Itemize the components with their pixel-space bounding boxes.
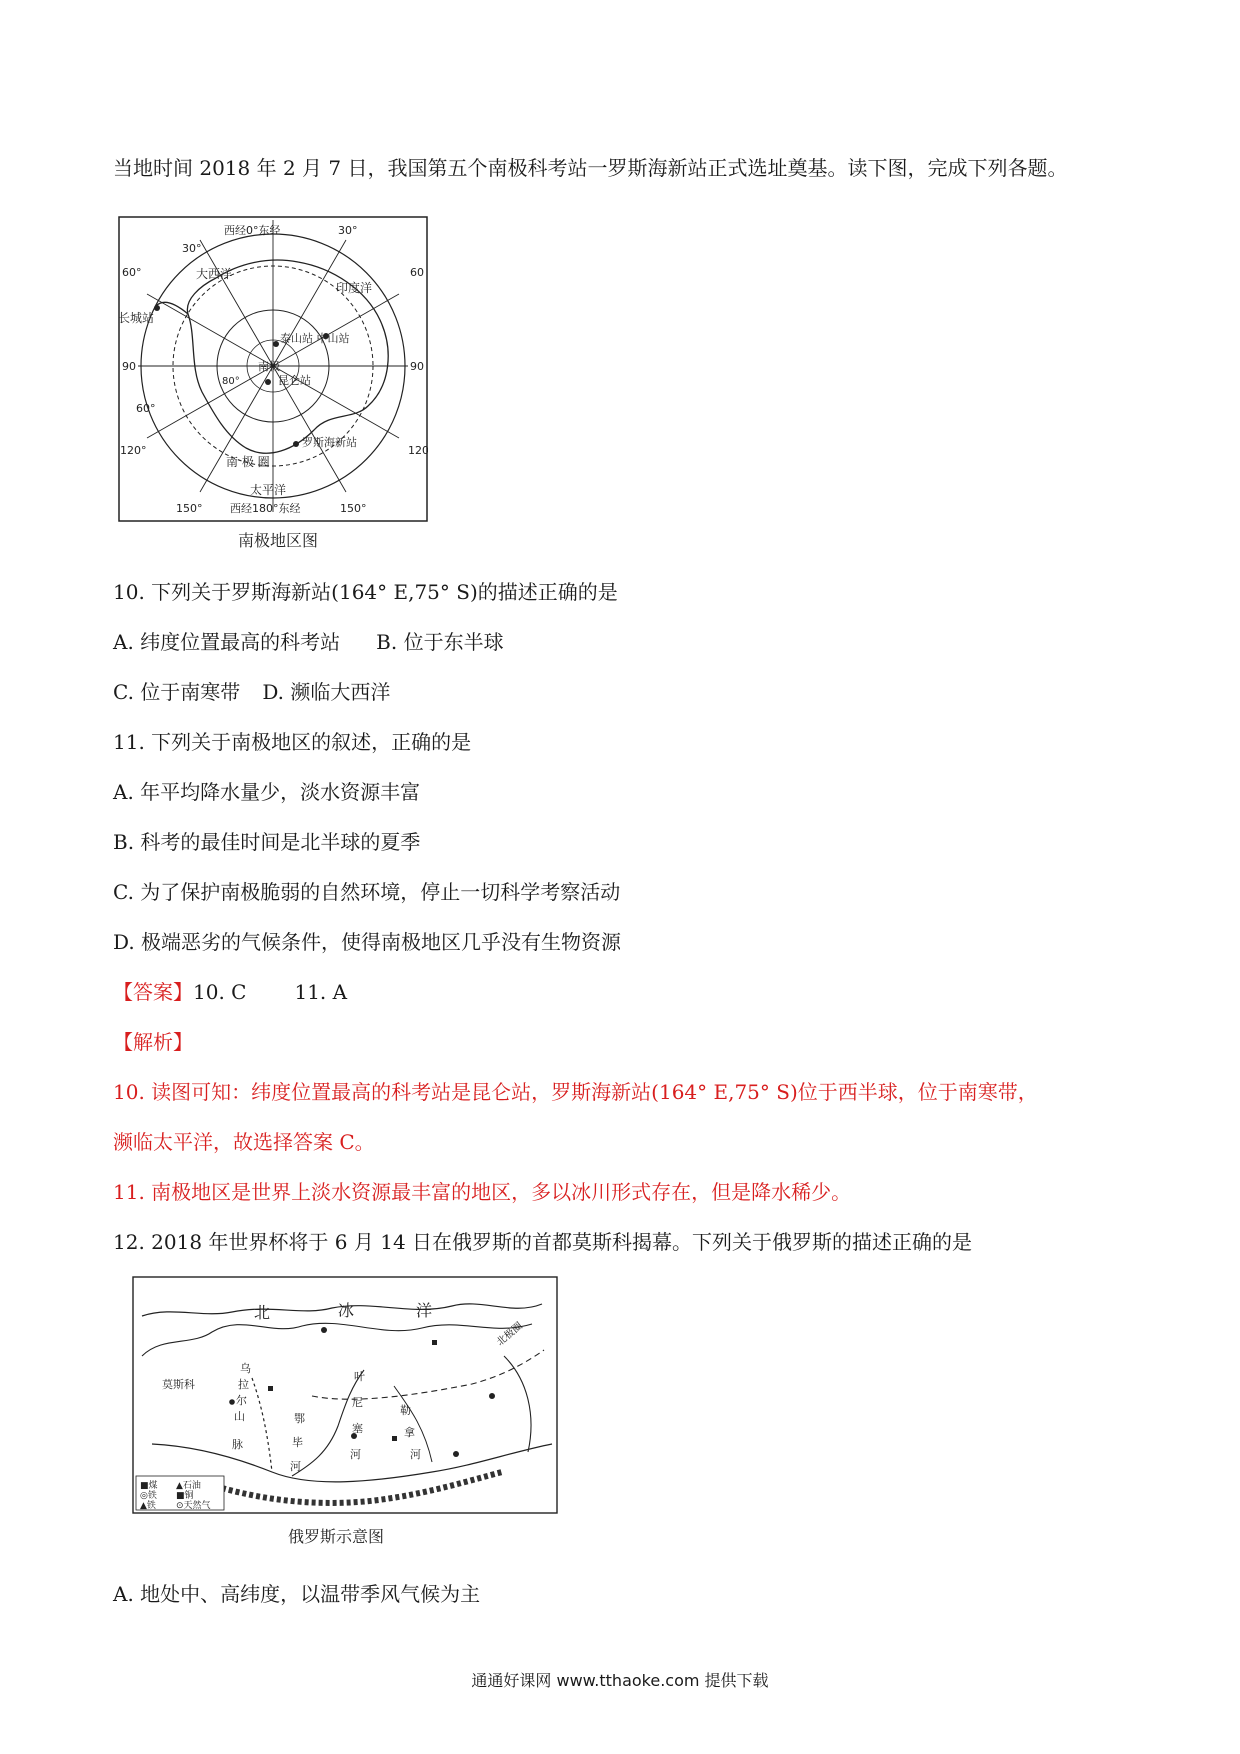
q11-stem: 11. 下列关于南极地区的叙述，正确的是 <box>113 730 472 754</box>
label-ob-2: 毕 <box>292 1436 303 1449</box>
label-taishan-zhongshan-station: 泰山站 中山站 <box>280 332 350 345</box>
label-lena-3: 河 <box>410 1448 421 1461</box>
label-ural-4: 山 <box>234 1410 245 1423</box>
label-yenisei-2: 尼 <box>352 1396 363 1409</box>
q11-option-b: B. 科考的最佳时间是北半球的夏季 <box>113 830 421 854</box>
label-bottom-meridian: 西经180°东经 <box>230 502 301 515</box>
label-south-pole: 南极 <box>258 360 280 373</box>
label-lena-2: 拿 <box>404 1426 415 1439</box>
answer-11: 11. A <box>294 980 348 1004</box>
legend-copper: ■铜 <box>176 1491 194 1501</box>
label-arctic-circle: 北极圈 <box>494 1320 525 1349</box>
analysis-10-line2: 濒临太平洋，故选择答案 C。 <box>113 1130 375 1154</box>
q11-option-c: C. 为了保护南极脆弱的自然环境，停止一切科学考察活动 <box>113 880 621 904</box>
label-yenisei-1: 叶 <box>354 1370 365 1383</box>
q12-option-a: A. 地处中、高纬度，以温带季风气候为主 <box>113 1582 481 1606</box>
antarctic-map <box>118 216 428 522</box>
label-great-wall-station: 长城站 <box>118 311 155 325</box>
label-60-bottom: 60° <box>136 402 156 415</box>
q10-option-a: A. 纬度位置最高的科考站 <box>113 630 341 654</box>
label-60-right: 60 <box>410 266 424 279</box>
label-pacific: 太平洋 <box>250 483 287 497</box>
label-ob-3: 河 <box>290 1460 301 1473</box>
legend-gas: ▲铁 <box>140 1501 156 1511</box>
label-90-left: 90 <box>122 360 136 373</box>
label-ural-2: 拉 <box>238 1378 249 1391</box>
q10-option-c: C. 位于南寒带 <box>113 680 241 704</box>
q11-option-d: D. 极端恶劣的气候条件，使得南极地区几乎没有生物资源 <box>113 930 622 954</box>
q12-stem: 12. 2018 年世界杯将于 6 月 14 日在俄罗斯的首都莫斯科揭幕。下列关于俄罗斯的描述正确的是 <box>113 1230 973 1254</box>
label-kunlun-station: 昆仑站 <box>278 374 311 387</box>
label-90-right: 90 <box>410 360 424 373</box>
legend-natural-gas: ⊙天然气 <box>176 1501 211 1511</box>
label-antarctic-circle: 南 极 圈 <box>226 455 270 469</box>
label-30-right: 30° <box>338 224 358 237</box>
label-moscow: 莫斯科 <box>162 1378 195 1391</box>
q11-option-a: A. 年平均降水量少，淡水资源丰富 <box>113 780 421 804</box>
q10-options-ab <box>113 628 504 656</box>
page-footer: 通通好课网 www.tthaoke.com 提供下载 <box>471 1671 769 1690</box>
q10-option-b: B. 位于东半球 <box>376 630 504 654</box>
q10-options-cd <box>113 678 390 706</box>
russia-map <box>132 1276 558 1514</box>
label-yenisei-3: 塞 <box>352 1422 363 1435</box>
label-yang: 洋 <box>416 1301 433 1320</box>
q10-option-d: D. 濒临大西洋 <box>262 680 391 704</box>
label-ural-1: 乌 <box>240 1362 251 1375</box>
label-indian: 印度洋 <box>336 281 373 295</box>
antarctic-map-caption: 南极地区图 <box>237 531 318 550</box>
label-top-meridian: 西经0°东经 <box>224 224 281 237</box>
label-60-left: 60° <box>122 266 142 279</box>
label-80: 80° <box>222 376 240 387</box>
russia-map-graphic <box>132 1276 558 1514</box>
analysis-11: 11. 南极地区是世界上淡水资源最丰富的地区，多以冰川形式存在，但是降水稀少。 <box>113 1180 852 1204</box>
label-ob-1: 鄂 <box>294 1412 305 1425</box>
answer-tag: 【答案】 <box>113 980 193 1004</box>
label-ross-sea-station: 罗斯海新站 <box>302 436 357 449</box>
label-atlantic: 大西洋 <box>196 267 233 281</box>
legend-oil: ▲石油 <box>176 1481 201 1491</box>
answer-10: 10. C <box>193 980 247 1004</box>
intro-text: 当地时间 2018 年 2 月 7 日，我国第五个南极科考站一罗斯海新站正式选址奠基。读下图，完成下列各题。 <box>113 156 1068 180</box>
label-yenisei-4: 河 <box>350 1448 361 1461</box>
label-150-right: 150° <box>340 502 367 515</box>
analysis-10-line1: 10. 读图可知：纬度位置最高的科考站是昆仑站，罗斯海新站(164° E,75° S)位于西半球，位于南寒带， <box>113 1080 1038 1104</box>
label-ural-5: 脉 <box>232 1438 243 1451</box>
label-bing: 冰 <box>338 1301 355 1320</box>
legend-coal: ■煤 <box>140 1481 158 1491</box>
antarctic-map-graphic <box>118 216 428 522</box>
label-120-right: 120 <box>408 444 428 457</box>
russia-map-caption: 俄罗斯示意图 <box>287 1527 384 1546</box>
legend-iron: ◎铁 <box>140 1491 157 1501</box>
label-150-left: 150° <box>176 502 203 515</box>
label-lena-1: 勒 <box>400 1404 411 1417</box>
answer-line <box>113 978 347 1006</box>
label-30-left: 30° <box>182 242 202 255</box>
q10-stem: 10. 下列关于罗斯海新站(164° E,75° S)的描述正确的是 <box>113 580 618 604</box>
analysis-tag: 【解析】 <box>113 1030 193 1054</box>
label-bei: 北 <box>254 1303 271 1322</box>
label-ural-3: 尔 <box>236 1394 247 1407</box>
label-120-left: 120° <box>120 444 147 457</box>
